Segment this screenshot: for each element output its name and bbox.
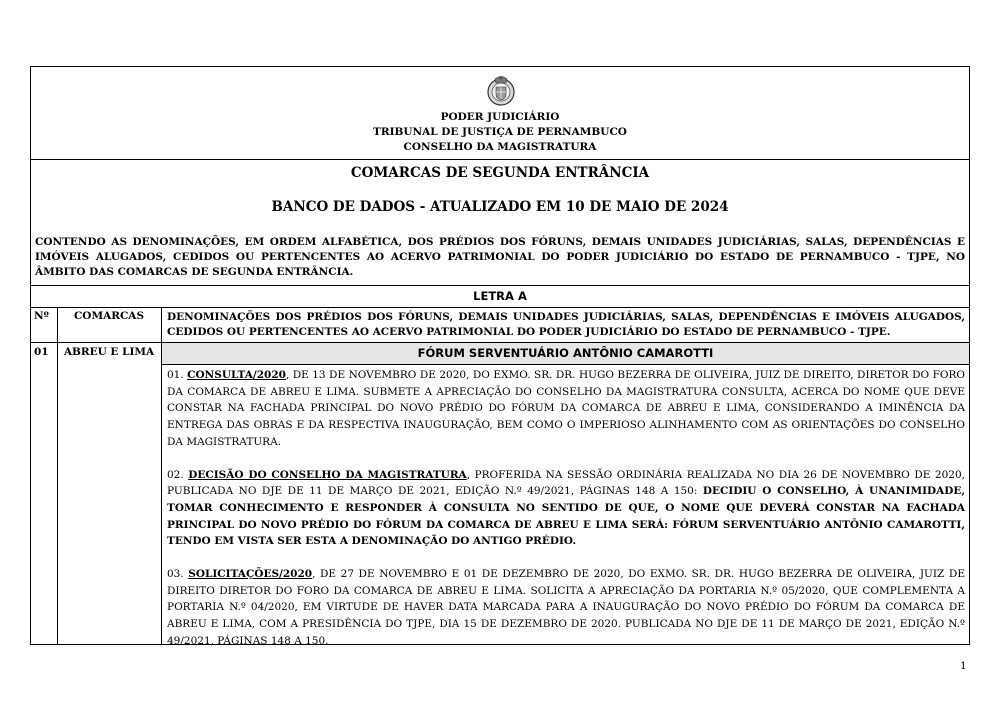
header-line-tribunal: TRIBUNAL DE JUSTIÇA DE PERNAMBUCO xyxy=(373,126,627,138)
solicitacoes-title: SOLICITAÇÕES/2020 xyxy=(188,568,313,581)
title-block xyxy=(31,159,969,286)
decisao-bold-text: DECIDIU O CONSELHO, À UNANIMIDADE, TOMAR CONHECIMENTO E RESPONDER À CONSULTA NO SENTIDO DE QUE, O NOME QUE DEVERÁ CONSTAR NA FACHADA PRINCIPAL DO NOVO PRÉDIO DO FÓRUM DA COMARCA DE ABREU E LIMA SERÁ: FÓRUM SERVENTUÁRIO ANTÔNIO CAMAROTTI, TENDO EM VISTA SER ESTA A DENOMINAÇÃO DO ANTIGO PRÉDIO. xyxy=(167,485,965,548)
paragraph-consulta: 01. CONSULTA/2020, DE 13 DE NOVEMBRO DE 2020, DO EXMO. SR. DR. HUGO BEZERRA DE OLIVEIRA, JUIZ DE DIREITO, DIRETOR DO FORO DA COMARCA DE ABREU E LIMA. SUBMETE A APRECIAÇÃO DO CONSELHO DA MAGISTRATURA CONSULTA, ACERCA DO NOME QUE DEVE CONSTAR NA FACHADA PRINCIPAL DO NOVO PRÉDIO DO FÓRUM DA COMARCA DE ABREU E LIMA, CONSIDERANDO A IMINÊNCIA DA ENTREGA DAS OBRAS E DA RESPECTIVA INAUGURAÇÃO, BEM COMO O IMPERIOSO ALINHAMENTO COM AS ORIENTAÇÕES DO CONSELHO DA MAGISTRATURA. xyxy=(167,369,965,448)
header-line-conselho: CONSELHO DA MAGISTRATURA xyxy=(403,141,597,153)
paragraph-solicitacoes: 03. SOLICITAÇÕES/2020, DE 27 DE NOVEMBRO E 01 DE DEZEMBRO DE 2020, DO EXMO. SR. DR. HUGO BEZERRA DE OLIVEIRA, JUIZ DE DIREITO DIRETOR DO FORO DA COMARCA DE ABREU E LIMA. SOLICITA A APRECIAÇÃO DA PORTARIA N.º 05/2020, QUE COMPLEMENTA A PORTARIA N.º 04/2020, EM VIRTUDE DE HAVER DATA MARCADA PARA A INAUGURAÇÃO DO NOVO PRÉDIO DO FÓRUM DA COMARCA DE ABREU E LIMA, COM A PRESIDÊNCIA DO TJPE, DIA 15 DE DEZEMBRO DE 2020. PUBLICADA NO DJE DE 11 DE MARÇO DE 2021, EDIÇÃO N.º 49/2021, PÁGINAS 148 A 150. xyxy=(167,568,965,647)
database-title: BANCO DE DADOS - ATUALIZADO EM 10 DE MAIO DE 2024 xyxy=(271,199,729,215)
row-number: 01 xyxy=(34,346,49,358)
header-comarcas: COMARCAS xyxy=(73,310,145,322)
consulta-title: CONSULTA/2020 xyxy=(187,369,286,381)
letter-heading: LETRA A xyxy=(31,285,969,308)
document-table xyxy=(30,66,970,645)
header-no: Nº xyxy=(34,310,49,322)
row-comarca: ABREU E LIMA xyxy=(63,346,155,358)
page-number: 1 xyxy=(960,660,967,672)
row-details xyxy=(167,367,965,666)
forum-name-banner: FÓRUM SERVENTUÁRIO ANTÔNIO CAMAROTTI xyxy=(162,343,969,365)
section-title: COMARCAS DE SEGUNDA ENTRÂNCIA xyxy=(350,165,650,181)
coat-of-arms-seal xyxy=(485,73,517,109)
description-text: CONTENDO AS DENOMINAÇÕES, EM ORDEM ALFABÉTICA, DOS PRÉDIOS DOS FÓRUNS, DEMAIS UNIDADES JUDICIÁRIAS, SALAS, DEPENDÊNCIAS E IMÓVEIS ALUGADOS, CEDIDOS OU PERTENCENTES AO ACERVO PATRIMONIAL DO PODER JUDICIÁRIO DO ESTADO DE PERNAMBUCO - TJPE, NO ÂMBITO DAS COMARCAS DE SEGUNDA ENTRÂNCIA. xyxy=(35,236,965,278)
document-header xyxy=(31,67,969,160)
header-denominacoes: DENOMINAÇÕES DOS PRÉDIOS DOS FÓRUNS, DEMAIS UNIDADES JUDICIÁRIAS, SALAS, DEPENDÊNCIAS E IMÓVEIS ALUGADOS, CEDIDOS OU PERTENCENTES AO ACERVO PATRIMONIAL DO PODER JUDICIÁRIO DO ESTADO DE PERNAMBUCO - TJPE. xyxy=(167,311,965,338)
decisao-title: DECISÃO DO CONSELHO DA MAGISTRATURA xyxy=(188,468,467,481)
paragraph-decisao: 02. DECISÃO DO CONSELHO DA MAGISTRATURA, PROFERIDA NA SESSÃO ORDINÁRIA REALIZADA NO DIA 26 DE NOVEMBRO DE 2020, PUBLICADA NO DJE DE 11 DE MARÇO DE 2021, EDIÇÃO N.º 49/2021, PÁGINAS 148 A 150: DECIDIU O CONSELHO, À UNANIMIDADE, TOMAR CONHECIMENTO E RESPONDER À CONSULTA NO SENTIDO DE QUE, O NOME QUE DEVERÁ CONSTAR NA FACHADA PRINCIPAL DO NOVO PRÉDIO DO FÓRUM DA COMARCA DE ABREU E LIMA SERÁ: FÓRUM SERVENTUÁRIO ANTÔNIO CAMAROTTI, TENDO EM VISTA SER ESTA A DENOMINAÇÃO DO ANTIGO PRÉDIO. xyxy=(167,468,965,548)
header-line-poder: PODER JUDICIÁRIO xyxy=(440,111,560,123)
